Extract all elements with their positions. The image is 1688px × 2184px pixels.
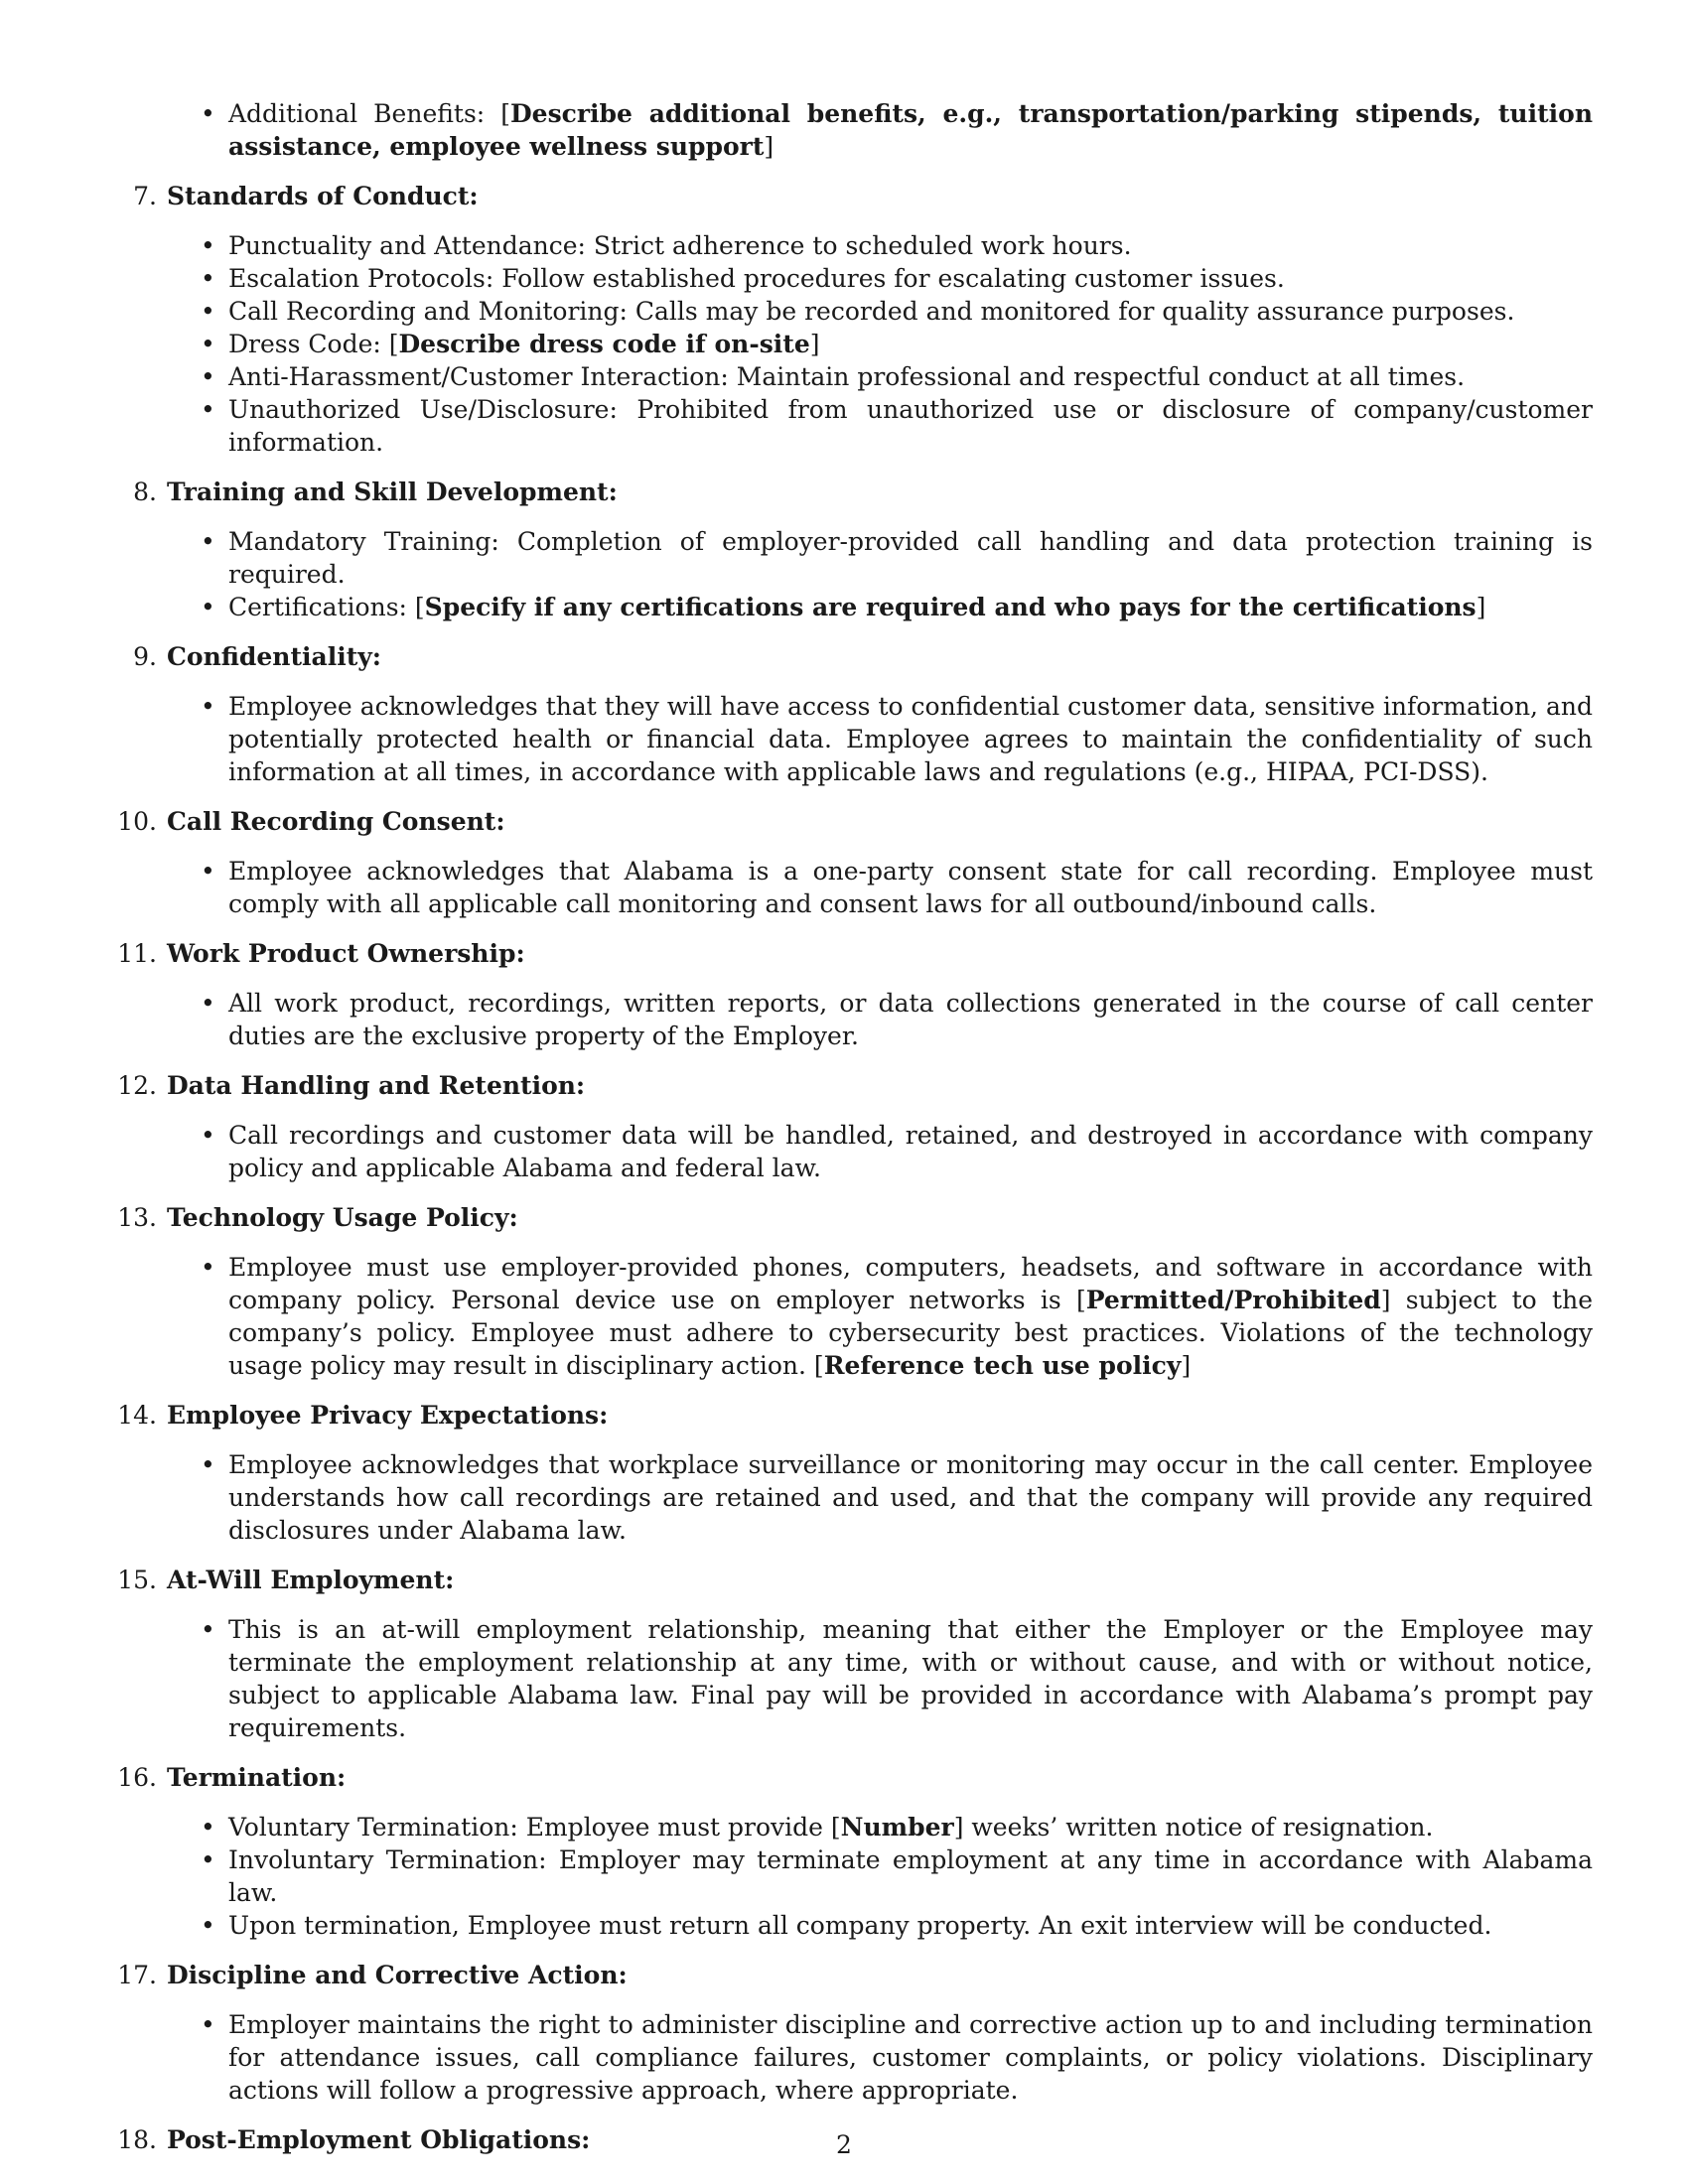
item-text: ]: [809, 330, 820, 358]
placeholder-text: Describe additional benefits, e.g., transportation/parking stipends, tuition assistance, employee wellness support: [228, 99, 1593, 161]
list-item: [167, 1448, 1593, 1547]
section: [117, 1761, 1593, 1942]
placeholder-text: Describe dress code if on-site: [398, 330, 810, 358]
section-number: 9.: [133, 642, 157, 671]
section-number: 10.: [117, 807, 157, 836]
placeholder-text: Number: [840, 1813, 954, 1842]
section: [133, 180, 1593, 459]
item-text: Certifications: [: [228, 593, 425, 621]
bullet-list: [167, 1119, 1593, 1184]
section-heading: [117, 1399, 1593, 1432]
list-item: [167, 393, 1593, 459]
list-item: [167, 1843, 1593, 1909]
list-item: [167, 360, 1593, 393]
section-heading: [133, 640, 1593, 673]
list-item: [167, 1119, 1593, 1184]
list-item: [167, 97, 1593, 163]
list-item: [167, 1613, 1593, 1744]
section-number: 13.: [117, 1203, 157, 1232]
item-text: All work product, recordings, written reports, or data collections generated in the course of call center duties are the exclusive property of the Employer.: [228, 989, 1593, 1050]
item-text: Punctuality and Attendance: Strict adherence to scheduled work hours.: [228, 231, 1132, 260]
bullet-list: [167, 1613, 1593, 1744]
item-text: Employee must use employer-provided phones, computers, headsets, and software in accordance with company policy. Personal device use on employer networks is [: [228, 1253, 1593, 1314]
section-heading: [117, 1959, 1593, 1991]
section-title: Training and Skill Development:: [167, 478, 618, 506]
section: [117, 1201, 1593, 1382]
section: [117, 937, 1593, 1052]
item-text: ]: [1181, 1351, 1192, 1380]
section-heading: [117, 1069, 1593, 1102]
item-text: Unauthorized Use/Disclosure: Prohibited from unauthorized use or disclosure of company/customer information.: [228, 395, 1593, 457]
list-item: [167, 328, 1593, 360]
section-heading: [117, 805, 1593, 838]
item-text: Mandatory Training: Completion of employer-provided call handling and data protection training is required.: [228, 527, 1593, 589]
page-number: 2: [836, 2130, 852, 2159]
item-text: ]: [1476, 593, 1486, 621]
placeholder-text: Reference tech use policy: [823, 1351, 1182, 1380]
section-heading: [133, 476, 1593, 508]
list-item: [167, 690, 1593, 788]
section-number: 16.: [117, 1763, 157, 1792]
list-item: [167, 855, 1593, 920]
section: [117, 1399, 1593, 1547]
list-item: [167, 229, 1593, 262]
section-number: 18.: [117, 2125, 157, 2154]
list-item: [167, 295, 1593, 328]
list-item: [167, 591, 1593, 623]
section-title: Confidentiality:: [167, 642, 382, 671]
section-title: Employee Privacy Expectations:: [167, 1401, 609, 1430]
list-item: [167, 1251, 1593, 1382]
section-title: Data Handling and Retention:: [167, 1071, 586, 1100]
section-number: 15.: [117, 1566, 157, 1594]
item-text: Escalation Protocols: Follow established procedures for escalating customer issues.: [228, 264, 1285, 293]
list-item: [167, 525, 1593, 591]
bullet-list: [167, 525, 1593, 623]
item-text: Employee acknowledges that Alabama is a one-party consent state for call recording. Employee must comply with all applicable call monitoring and consent laws for all outbound/inbound calls.: [228, 857, 1593, 918]
section-title: Work Product Ownership:: [167, 939, 525, 968]
item-text: Employee acknowledges that they will have access to confidential customer data, sensitive information, and potentially protected health or financial data. Employee agrees to maintain the confidentiality of such information at all times, in accordance with applicable laws and regulations (e.g., HIPAA, PCI-DSS).: [228, 692, 1593, 786]
bullet-list: [167, 1251, 1593, 1382]
section-title: At-Will Employment:: [167, 1566, 455, 1594]
section-title: Discipline and Corrective Action:: [167, 1961, 628, 1989]
item-text: Call recordings and customer data will be handled, retained, and destroyed in accordance with company policy and applicable Alabama and federal law.: [228, 1121, 1593, 1182]
item-text: Anti-Harassment/Customer Interaction: Maintain professional and respectful conduct at all times.: [228, 362, 1466, 391]
section: [117, 1564, 1593, 1744]
section-number: 17.: [117, 1961, 157, 1989]
section-heading: [117, 1761, 1593, 1794]
item-text: ]: [764, 132, 774, 161]
section-title: Post-Employment Obligations:: [167, 2125, 591, 2154]
section-title: Call Recording Consent:: [167, 807, 505, 836]
intro-bullet-list: [167, 97, 1593, 163]
item-text: Voluntary Termination: Employee must provide [: [228, 1813, 841, 1842]
bullet-list: [167, 1811, 1593, 1942]
section-heading: [117, 1564, 1593, 1596]
section: [117, 1069, 1593, 1184]
placeholder-text: Permitted/Prohibited: [1085, 1286, 1381, 1314]
bullet-list: [167, 229, 1593, 459]
item-text: Upon termination, Employee must return all company property. An exit interview will be conducted.: [228, 1911, 1492, 1940]
bullet-list: [167, 855, 1593, 920]
section-number: 8.: [133, 478, 157, 506]
item-text: ] subject to the company’s policy. Employee must adhere to cybersecurity best practices. Violations of the technology usage policy may result in disciplinary action. [: [228, 1286, 1593, 1380]
section-title: Technology Usage Policy:: [167, 1203, 518, 1232]
bullet-list: [167, 987, 1593, 1052]
list-item: [167, 987, 1593, 1052]
section-number: 12.: [117, 1071, 157, 1100]
item-text: Additional Benefits: [: [228, 99, 510, 128]
section-heading: [117, 937, 1593, 970]
section: [133, 640, 1593, 788]
section-title: Termination:: [167, 1763, 347, 1792]
item-text: ] weeks’ written notice of resignation.: [953, 1813, 1434, 1842]
item-text: Call Recording and Monitoring: Calls may be recorded and monitored for quality assurance purposes.: [228, 297, 1515, 326]
list-item: [167, 1811, 1593, 1843]
placeholder-text: Specify if any certifications are required and who pays for the certifications: [424, 593, 1477, 621]
section: [117, 1959, 1593, 2107]
bullet-list: [167, 1448, 1593, 1547]
item-text: Employer maintains the right to administer discipline and corrective action up to and including termination for attendance issues, call compliance failures, customer complaints, or policy violations. Disciplinary actions will follow a progressive approach, where appropriate.: [228, 2010, 1593, 2105]
section-number: 7.: [133, 182, 157, 210]
section: [133, 476, 1593, 623]
list-item: [167, 262, 1593, 295]
item-text: Employee acknowledges that workplace surveillance or monitoring may occur in the call center. Employee understands how call recordings are retained and used, and that the company will provide any required disclosures under Alabama law.: [228, 1450, 1593, 1545]
item-text: This is an at-will employment relationship, meaning that either the Employer or the Employee may terminate the employment relationship at any time, with or without cause, and with or without notice, subject to applicable Alabama law. Final pay will be provided in accordance with Alabama’s prompt pay requirements.: [228, 1615, 1593, 1742]
section-heading: [133, 180, 1593, 212]
list-item: [167, 1909, 1593, 1942]
section: [117, 805, 1593, 920]
section-title: Standards of Conduct:: [167, 182, 479, 210]
item-text: Dress Code: [: [228, 330, 399, 358]
section-number: 14.: [117, 1401, 157, 1430]
section-number: 11.: [117, 939, 157, 968]
bullet-list: [167, 690, 1593, 788]
list-item: [167, 2008, 1593, 2107]
bullet-list: [167, 2008, 1593, 2107]
document-body: [117, 97, 1593, 2156]
section-heading: [117, 1201, 1593, 1234]
item-text: Involuntary Termination: Employer may terminate employment at any time in accordance with Alabama law.: [228, 1845, 1593, 1907]
